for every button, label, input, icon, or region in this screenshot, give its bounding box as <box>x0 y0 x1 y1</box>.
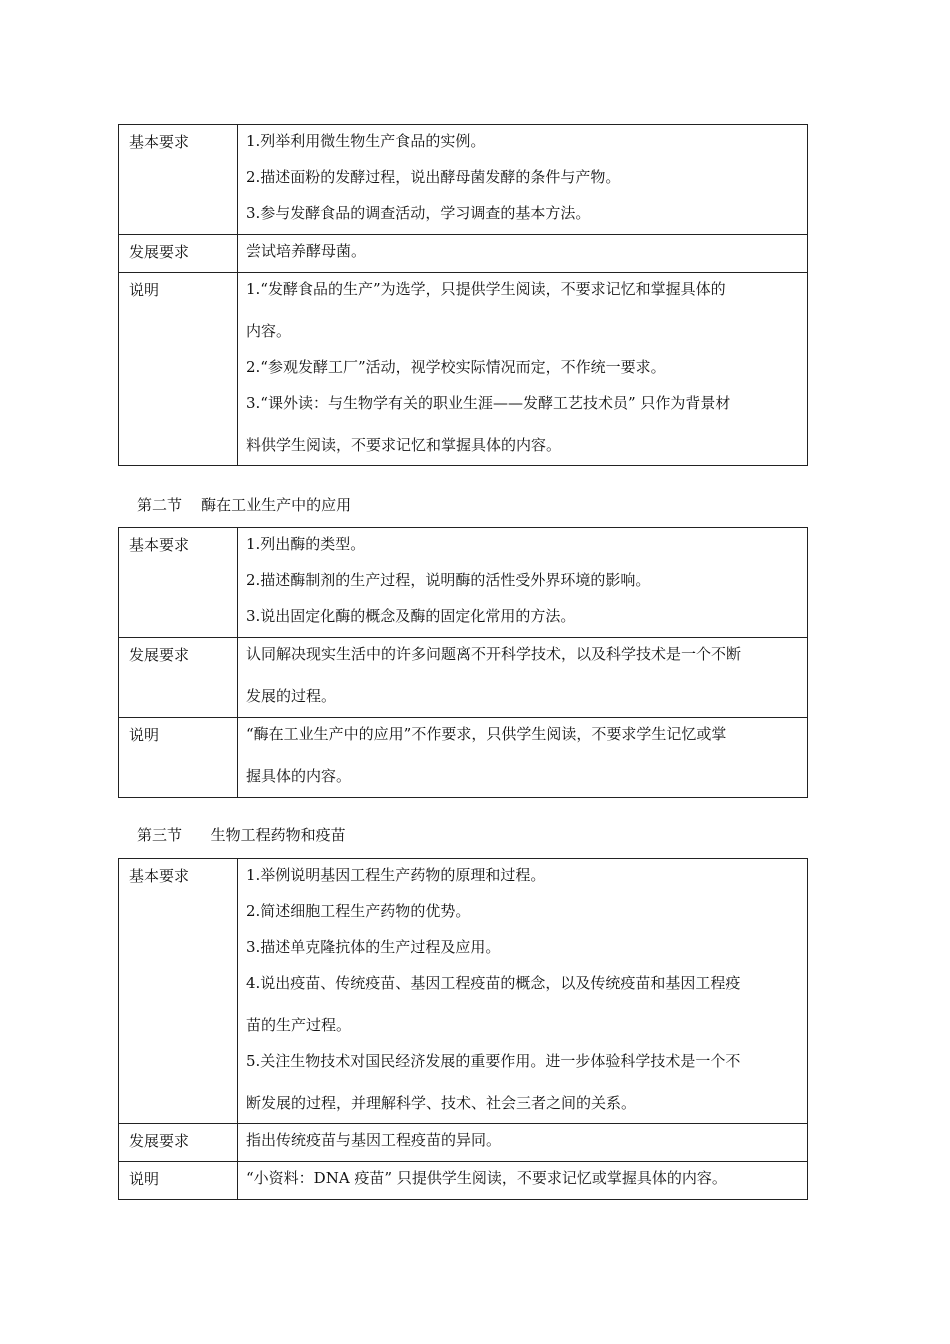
content-line: 尝试培养酵母菌。 <box>246 242 367 260</box>
table-row <box>119 638 808 718</box>
row-content <box>238 1124 808 1162</box>
content-line: 3.参与发酵食品的调查活动，学习调查的基本方法。 <box>246 204 591 222</box>
content-line: 认同解决现实生活中的许多问题离不开科学技术，以及科学技术是一个不断 <box>246 645 742 663</box>
row-label: 说明 <box>119 1162 238 1200</box>
table-row <box>119 235 808 273</box>
content-line: 1.列出酶的类型。 <box>246 535 366 553</box>
content-line: 苗的生产过程。 <box>246 1016 352 1034</box>
row-label: 基本要求 <box>119 125 238 235</box>
section-heading: 第三节 生物工程药物和疫苗 <box>137 826 346 844</box>
row-content <box>238 528 808 638</box>
table-row <box>119 1162 808 1200</box>
content-line: 4.说出疫苗、传统疫苗、基因工程疫苗的概念，以及传统疫苗和基因工程疫 <box>246 974 741 992</box>
content-line: 握具体的内容。 <box>246 767 352 785</box>
content-line: 2.“参观发酵工厂”活动，视学校实际情况而定，不作统一要求。 <box>246 358 666 376</box>
content-line: 3.描述单克隆抗体的生产过程及应用。 <box>246 938 501 956</box>
requirements-table-3 <box>118 858 808 1200</box>
row-label: 发展要求 <box>119 235 238 273</box>
content-line: 3.“课外读：与生物学有关的职业生涯——发酵工艺技术员” 只作为背景材 <box>246 394 731 412</box>
row-label: 发展要求 <box>119 638 238 718</box>
row-label: 说明 <box>119 718 238 798</box>
content-line: 1.举例说明基因工程生产药物的原理和过程。 <box>246 866 546 884</box>
content-line: 2.描述面粉的发酵过程，说出酵母菌发酵的条件与产物。 <box>246 168 621 186</box>
table-row <box>119 859 808 1124</box>
row-content <box>238 125 808 235</box>
content-line: 指出传统疫苗与基因工程疫苗的异同。 <box>246 1131 502 1149</box>
row-content <box>238 718 808 798</box>
content-line: 内容。 <box>246 322 292 340</box>
content-line: 1.“发酵食品的生产”为选学，只提供学生阅读，不要求记忆和掌握具体的 <box>246 280 726 298</box>
requirements-table-2 <box>118 527 808 798</box>
row-content <box>238 638 808 718</box>
content-line: 2.描述酶制剂的生产过程，说明酶的活性受外界环境的影响。 <box>246 571 651 589</box>
table-row <box>119 273 808 466</box>
row-label: 基本要求 <box>119 859 238 1124</box>
row-label: 发展要求 <box>119 1124 238 1162</box>
content-line: 1.列举利用微生物生产食品的实例。 <box>246 132 486 150</box>
row-label: 说明 <box>119 273 238 466</box>
content-line: 5.关注生物技术对国民经济发展的重要作用。进一步体验科学技术是一个不 <box>246 1052 741 1070</box>
row-content <box>238 235 808 273</box>
table-row <box>119 1124 808 1162</box>
row-content <box>238 1162 808 1200</box>
content-line: 2.简述细胞工程生产药物的优势。 <box>246 902 471 920</box>
table-row <box>119 528 808 638</box>
content-line: 发展的过程。 <box>246 687 337 705</box>
content-line: 断发展的过程，并理解科学、技术、社会三者之间的关系。 <box>246 1094 637 1112</box>
row-content <box>238 273 808 466</box>
content-line: “酶在工业生产中的应用”不作要求，只供学生阅读，不要求学生记忆或掌 <box>246 725 727 743</box>
table-row <box>119 718 808 798</box>
row-label: 基本要求 <box>119 528 238 638</box>
content-line: 料供学生阅读，不要求记忆和掌握具体的内容。 <box>246 436 562 454</box>
row-content <box>238 859 808 1124</box>
section-heading: 第二节 酶在工业生产中的应用 <box>137 496 352 514</box>
requirements-table-1 <box>118 124 808 466</box>
content-line: 3.说出固定化酶的概念及酶的固定化常用的方法。 <box>246 607 576 625</box>
table-row <box>119 125 808 235</box>
content-line: “小资料：DNA 疫苗” 只提供学生阅读，不要求记忆或掌握具体的内容。 <box>246 1169 727 1187</box>
